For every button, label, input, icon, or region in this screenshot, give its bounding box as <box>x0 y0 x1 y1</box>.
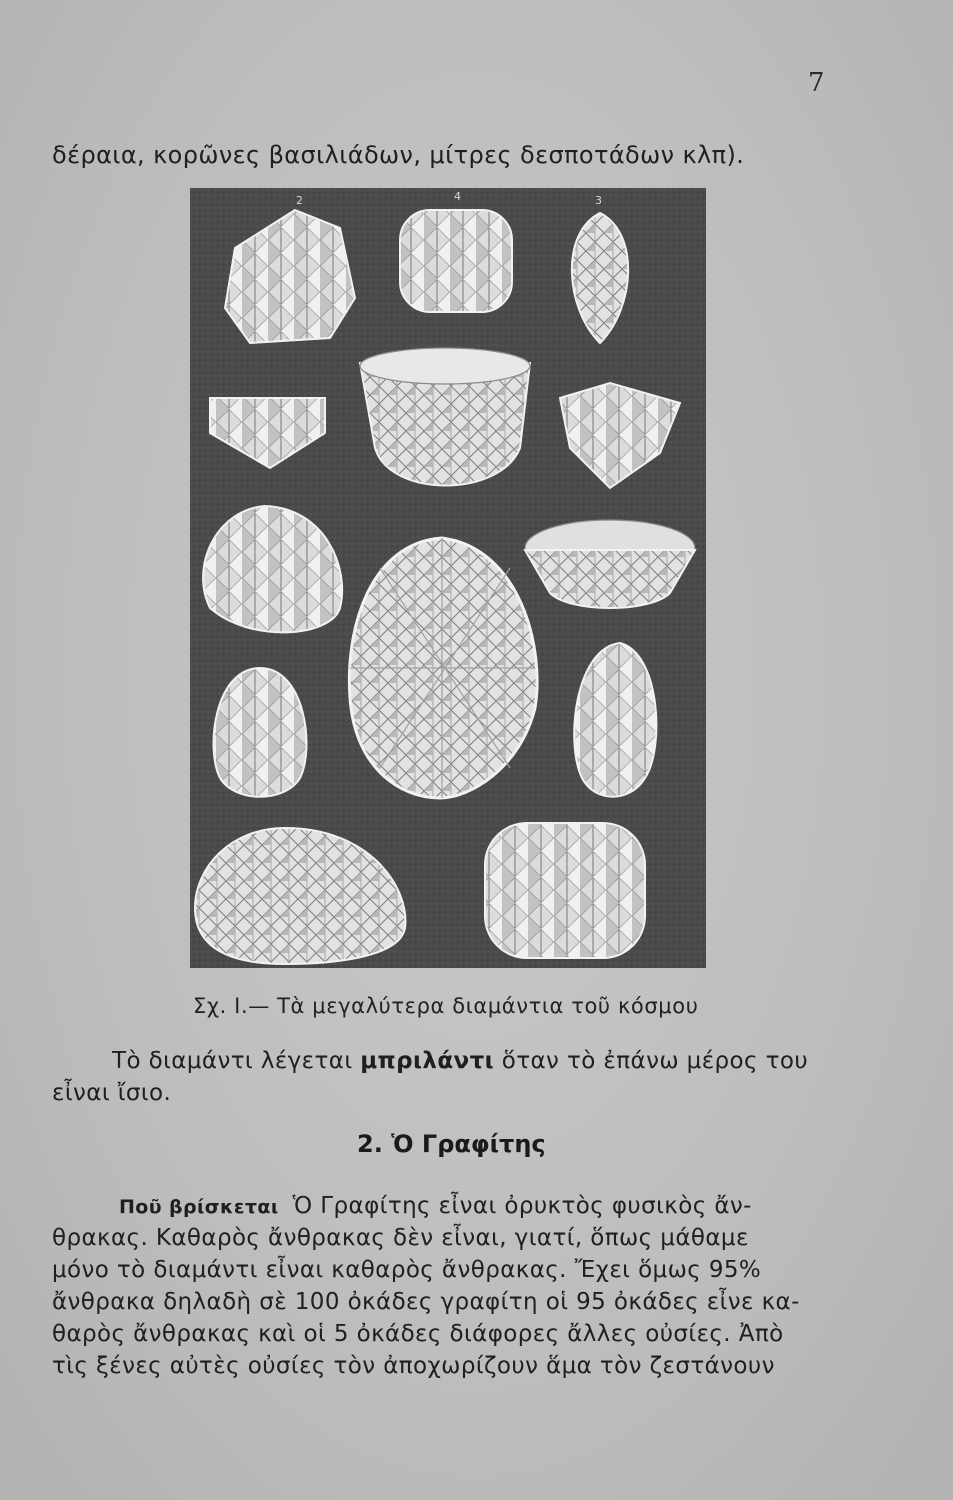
paragraph-2-line-1-text: Ὁ Γραφίτης εἶναι ὀρυκτὸς φυσικὸς ἄν- <box>292 1193 752 1219</box>
paragraph-1-line-1-end: ὅταν τὸ ἐπάνω μέρος του <box>494 1048 809 1074</box>
diamond-2 <box>400 210 512 312</box>
paragraph-1-line-1-start: Τὸ διαμάντι λέγεται <box>112 1048 361 1074</box>
section-heading: 2. Ὁ Γραφίτης <box>357 1130 546 1158</box>
side-heading: Ποῦ βρίσκεται <box>119 1196 279 1218</box>
diamonds-figure <box>190 188 706 968</box>
text-line-top: δέραια, κορῶνες βασιλιάδων, μίτρες δεσποτάδων κλπ). <box>52 141 745 169</box>
diamond-8 <box>213 668 306 797</box>
diamonds-illustration <box>190 188 706 968</box>
paragraph-2-line-2: θρακας. Καθαρὸς ἄνθρακας δὲν εἶναι, γιατί, ὅπως μάθαμε <box>52 1225 749 1251</box>
figure-label-3: 3 <box>595 194 602 207</box>
paragraph-2-line-1 <box>119 1193 752 1219</box>
figure-label-2: 2 <box>296 194 303 207</box>
page-number: 7 <box>808 68 825 98</box>
paragraph-1-bold-term: μπριλάντι <box>360 1048 495 1074</box>
paragraph-2-line-3: μόνο τὸ διαμάντι εἶναι καθαρὸς ἄνθρακας. Ἔχει ὅμως 95% <box>52 1257 762 1283</box>
figure-caption: Σχ. Ι.— Τὰ μεγαλύτερα διαμάντια τοῦ κόσμου <box>193 994 699 1018</box>
paragraph-2-line-5: θαρὸς ἄνθρακας καὶ οἱ 5 ὀκάδες διάφορες ἄλλες οὐσίες. Ἀπὸ <box>52 1321 784 1347</box>
paragraph-1-line-2: εἶναι ἴσιο. <box>52 1080 172 1106</box>
paragraph-2-line-6: τὶς ξένες αὐτὲς οὐσίες τὸν ἀποχωρίζουν ἅμα τὸν ζεστάνουν <box>52 1353 775 1379</box>
diamond-11 <box>485 823 645 958</box>
figure-label-4: 4 <box>454 190 461 203</box>
diamond-bowl-rim <box>360 348 530 384</box>
paragraph-2-line-4: ἄνθρακα δηλαδὴ σὲ 100 ὀκάδες γραφίτη οἱ 95 ὀκάδες εἶνε κα- <box>52 1289 800 1315</box>
paragraph-1-line-1 <box>112 1048 808 1074</box>
